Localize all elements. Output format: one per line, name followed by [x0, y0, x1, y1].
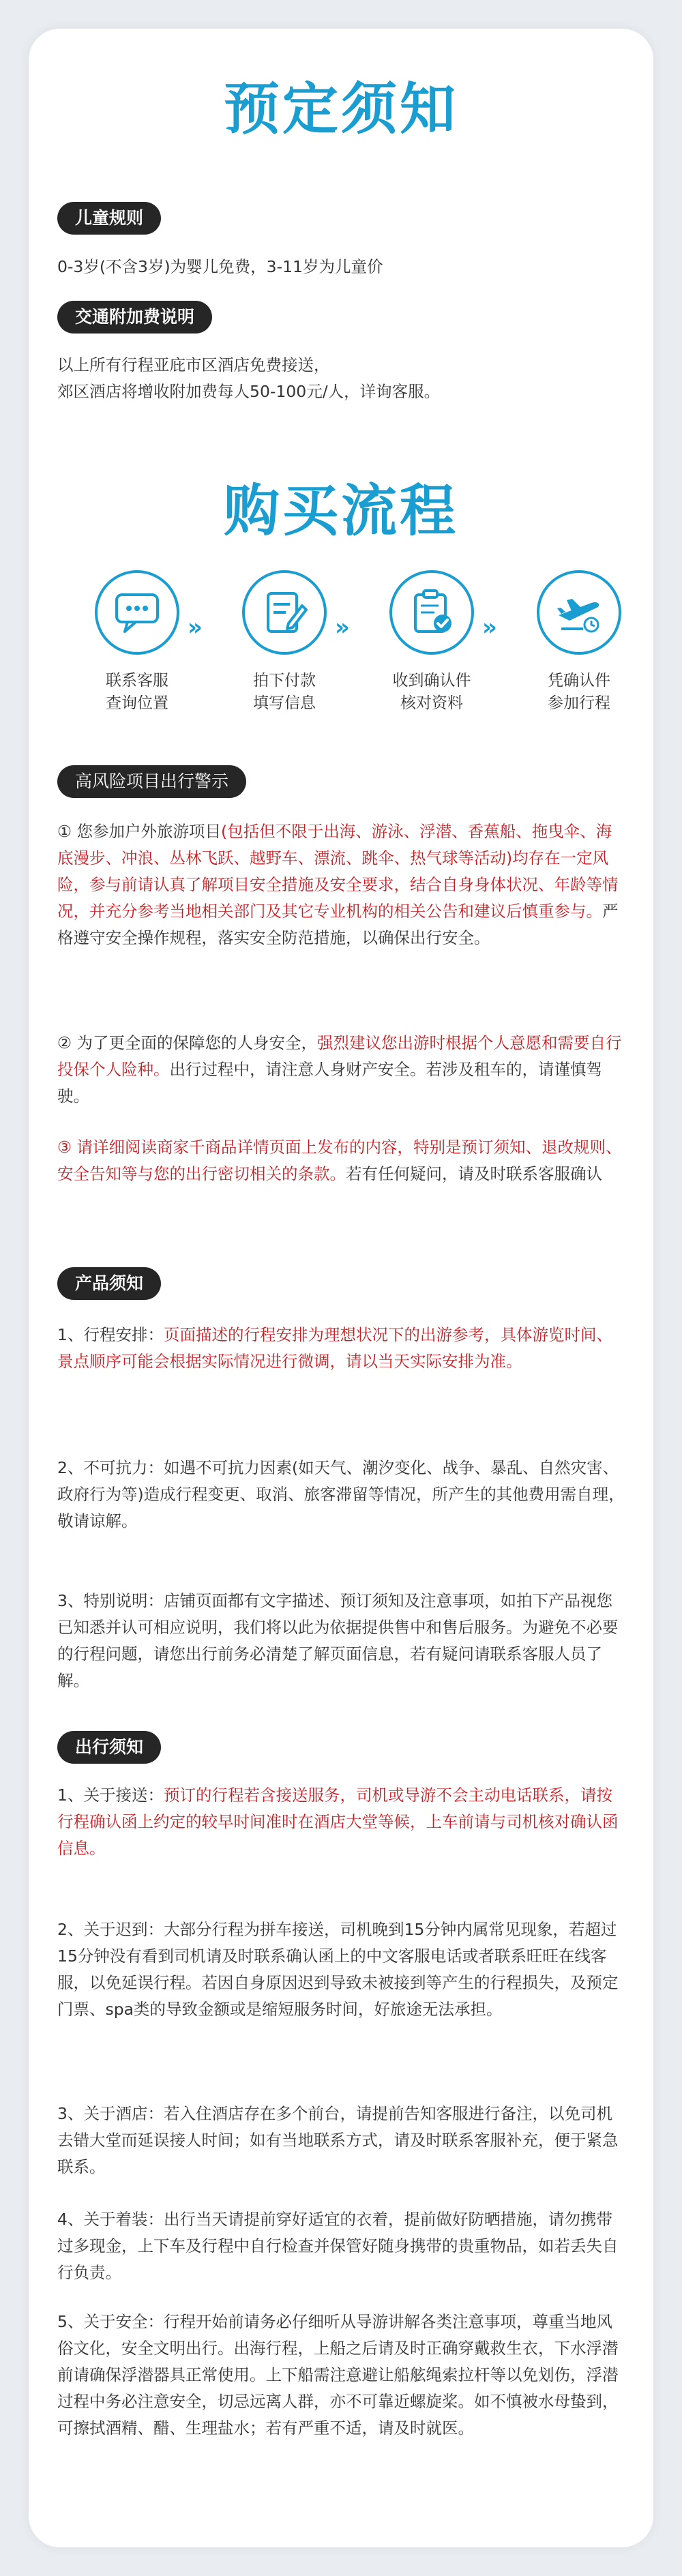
step-label: [511, 670, 647, 715]
process-step-travel: [511, 570, 647, 715]
warning-text: (包括但不限于出海、游泳、浮潜、香蕉船、拖曳伞、海底漫步、冲浪、丛林飞跃、越野车、漂流、跳伞、热气球等活动)均存在一定风险，参与前请认真了解项目安全措施及安全要求，结合自身身体状况、年龄等情况，并充分参考当地相关部门及其它专业机构的相关公告和建议后慎重参与。: [57, 822, 619, 921]
warning-text: 页面描述的行程安排为理想状况下的出游参考，具体游览时间、景点顺序可能会根据实际情况进行微调，请以当天实际安排为准。: [57, 1325, 612, 1371]
text-segment: 严格遵守安全操作规程，落实安全防范措施，以确保出行安全。: [57, 902, 619, 947]
step-label-line: 拍下付款: [253, 672, 316, 690]
process-step-pay: [216, 570, 353, 715]
chevron-right-icon: »: [335, 614, 346, 641]
product-notice-p1: [57, 1322, 625, 1375]
step-label-line: 联系客服: [106, 672, 168, 690]
booking-notice-title: 预定须知: [223, 77, 458, 142]
high-risk-p1: [57, 818, 625, 951]
edit-form-icon: [257, 585, 312, 640]
step-label-line: 凭确认件: [548, 672, 610, 690]
transport-fee-text: [57, 352, 625, 405]
step-label: [69, 670, 205, 715]
step-label: [364, 670, 500, 715]
purchase-process-title: 购买流程: [223, 479, 458, 544]
travel-notice-label: 出行须知: [57, 1731, 161, 1764]
step-label: [216, 670, 353, 715]
text-segment: 出行过程中，请注意人身财产安全。若涉及租车的，请谨慎驾驶。: [57, 1060, 602, 1106]
step-label-line: 参加行程: [548, 694, 610, 712]
high-risk-p2: [57, 1030, 625, 1110]
warning-text: 强烈建议您出游时根据个人意愿和需要自行投保个人险种。: [57, 1033, 622, 1079]
text-segment: 1、关于接送：: [57, 1786, 164, 1805]
step-icon-circle: [537, 570, 621, 655]
step-label-line: 核对资料: [400, 694, 463, 712]
text-segment: ② 为了更全面的保障您的人身安全，: [57, 1033, 318, 1052]
travel-notice-p3: 3、关于酒店：若入住酒店存在多个前台，请提前告知客服进行备注，以免司机去错大堂而延误接人时间；如有当地联系方式，请及时联系客服补充，便于紧急联系。: [57, 2104, 619, 2176]
text-segment: 若有任何疑问，请及时联系客服确认: [346, 1164, 602, 1183]
step-icon-circle: [95, 570, 179, 655]
transport-fee-label: 交通附加费说明: [57, 301, 212, 334]
travel-notice-p4: 4、关于着装：出行当天请提前穿好适宜的衣着，提前做好防晒措施，请勿携带过多现金，上下车及行程中自行检查并保管好随身携带的贵重物品，如若丢失自行负责。: [57, 2210, 619, 2282]
chevron-right-icon: »: [188, 614, 198, 641]
travel-notice-p2: 2、关于迟到：大部分行程为拼车接送，司机晚到15分钟内属常见现象，若超过15分钟没有看到司机请及时联系确认函上的中文客服电话或者联系旺旺在线客服，以免延误行程。若因自身原因迟到导致未被接到等产生的行程损失，及预定门票、spa类的导致金额或是缩短服务时间，好旅途无法承担。: [57, 1920, 619, 2019]
transport-fee-line: 以上所有行程亚庇市区酒店免费接送，: [57, 355, 330, 374]
step-label-line: 填写信息: [253, 694, 316, 712]
warning-text: 预订的行程若含接送服务，司机或导游不会主动电话联系，请按行程确认函上约定的较早时间准时在酒店大堂等候，上车前请与司机核对确认函信息。: [57, 1786, 619, 1858]
step-label-line: 查询位置: [106, 694, 168, 712]
product-notice-p3: 3、特别说明：店铺页面都有文字描述、预订须知及注意事项，如拍下产品视您已知悉并认可相应说明，我们将以此为依据提供售中和售后服务。为避免不必要的行程问题，请您出行前务必清楚了解页面信息，若有疑问请联系客服人员了解。: [57, 1591, 619, 1690]
high-risk-label: 高风险项目出行警示: [57, 765, 246, 798]
child-rules-text: 0-3岁(不含3岁)为婴儿免费，3-11岁为儿童价: [57, 257, 383, 276]
travel-notice-p5: 5、关于安全：行程开始前请务必仔细听从导游讲解各类注意事项，尊重当地风俗文化，安全文明出行。出海行程，上船之后请及时正确穿戴救生衣，下水浮潜前请确保浮潜器具正常使用。上下船需注意避让船舷绳索拉杆等以免划伤，浮潜过程中务必注意安全，切忌远离人群，亦不可靠近螺旋桨。如不慎被水母蛰到，可擦拭酒精、醋、生理盐水；若有严重不适，请及时就医。: [57, 2312, 619, 2438]
chevron-right-icon: »: [482, 614, 493, 641]
step-icon-circle: [242, 570, 327, 655]
product-notice-p2: 2、不可抗力：如遇不可抗力因素(如天气、潮汐变化、战争、暴乱、自然灾害、政府行为等)造成行程变更、取消、旅客滞留等情况，所产生的其他费用需自理，敬请谅解。: [57, 1458, 625, 1530]
step-label-line: 收到确认件: [392, 672, 471, 690]
step-icon-circle: [389, 570, 474, 655]
transport-fee-line: 郊区酒店将增收附加费每人50-100元/人，详询客服。: [57, 382, 441, 401]
checklist-icon: [404, 585, 459, 640]
process-step-confirm: [364, 570, 500, 715]
travel-notice-p1: [57, 1782, 625, 1862]
product-notice-label: 产品须知: [57, 1267, 161, 1300]
process-step-contact: [69, 570, 205, 715]
text-segment: ① 您参加户外旅游项目: [57, 822, 222, 841]
high-risk-p3: [57, 1134, 625, 1187]
warning-text: ③ 请详细阅读商家千商品详情页面上发布的内容，特别是预订须知、退改规则、安全告知等与您的出行密切相关的条款。: [57, 1138, 622, 1183]
text-segment: 1、行程安排：: [57, 1325, 164, 1344]
child-rules-label: 儿童规则: [57, 202, 161, 235]
chat-icon: [110, 585, 164, 640]
airplane-icon: [552, 585, 606, 640]
